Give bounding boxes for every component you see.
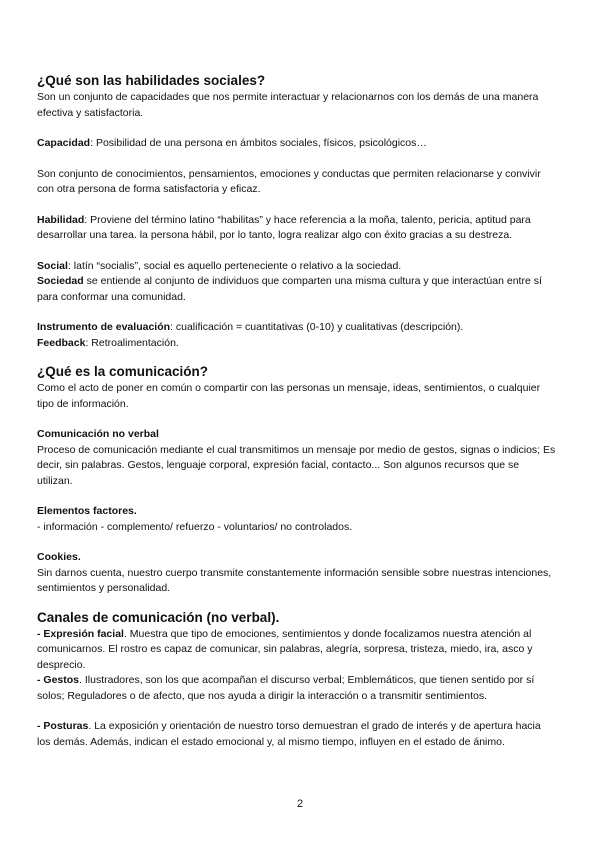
instrumento-text: : cualificación = cuantitativas (0-10) y cualitativas (descripción). bbox=[170, 321, 464, 333]
expresion-text: . Muestra que tipo de emociones, sentimientos y donde focalizamos nuestra atención al comunicarnos. El rostro es capaz de comunicar, sin palabras, alegría, sorpresa, tristeza, miedo, ira, asco y desprecio. bbox=[37, 627, 533, 671]
posturas-label: - Posturas bbox=[37, 720, 89, 732]
instrumento-label: Instrumento de evaluación bbox=[37, 321, 171, 333]
conjunto-paragraph: Son conjunto de conocimientos, pensamientos, emociones y conductas que permiten relacionarse y convivir con otra persona de forma satisfactoria y eficaz. bbox=[37, 167, 541, 195]
capacidad-definition bbox=[37, 136, 557, 152]
social-text: : latín “socialis”, social es aquello perteneciente o relativo a la sociedad. bbox=[67, 259, 402, 272]
section-title-canales: Canales de comunicación (no verbal). bbox=[37, 609, 280, 625]
posturas-text: . La exposición y orientación de nuestro torso demuestran el grado de interés y de apertura hacia los demás. Además, indican el estado emocional y, al mismo tiempo, influyen en el estado de ánimo. bbox=[37, 720, 541, 748]
capacidad-label: Capacidad bbox=[37, 137, 91, 149]
habilidades-intro: Son un conjunto de capacidades que nos permite interactuar y relacionarnos con los demás de una manera efectiva y satisfactoria. bbox=[37, 91, 539, 119]
feedback-label: Feedback bbox=[37, 336, 86, 349]
feedback-definition bbox=[37, 336, 557, 352]
cookies-heading: Cookies. bbox=[37, 551, 81, 563]
habilidad-definition bbox=[37, 213, 557, 244]
section-title-habilidades: ¿Qué son las habilidades sociales? bbox=[37, 73, 266, 88]
page-number: 2 bbox=[296, 798, 304, 810]
factores-list: - información - complemento/ refuerzo - voluntarios/ no controlados. bbox=[37, 520, 353, 533]
factores-heading: Elementos factores. bbox=[37, 505, 137, 517]
social-label: Social bbox=[37, 259, 68, 272]
expresion-label: - Expresión facial bbox=[37, 627, 124, 640]
habilidad-text: : Proviene del término latino “habilitas” y hace referencia a la moña, talento, pericia, aptitud para desarrollar una tarea. la persona hábil, por lo tanto, logra realizar algo con éxito gracias a su destreza. bbox=[37, 213, 531, 241]
gestos-text: . Ilustradores, son los que acompañan el discurso verbal; Emblemáticos, que tienen sentido por sí solos; Reguladores o de afecto, que nos ayuda a dirigir la interacción o a transmitir sentimientos. bbox=[37, 674, 535, 702]
sociedad-text: se entiende al conjunto de individuos que comparten una misma cultura y que interactúan entre sí para conformar una comunidad. bbox=[37, 275, 542, 303]
feedback-text: : Retroalimentación. bbox=[85, 336, 179, 349]
social-definition bbox=[37, 259, 557, 275]
expresion-item bbox=[37, 627, 557, 674]
posturas-item bbox=[37, 719, 557, 750]
section-title-comunicacion: ¿Qué es la comunicación? bbox=[37, 364, 209, 379]
instrumento-definition bbox=[37, 320, 557, 336]
sociedad-definition bbox=[37, 274, 557, 305]
noverbal-paragraph: Proceso de comunicación mediante el cual transmitimos un mensaje por medio de gestos, signas o indicios; Es decir, sin palabras. Gestos, lenguaje corporal, expresión facial, contacto... Son algunos recursos que se utilizan. bbox=[37, 443, 556, 487]
comunicacion-intro: Como el acto de poner en común o compartir con las personas un mensaje, ideas, sentimientos, o cualquier tipo de información. bbox=[37, 382, 541, 410]
cookies-paragraph: Sin darnos cuenta, nuestro cuerpo transmite constantemente información sensible sobre nuestras intenciones, sentimientos y personalidad. bbox=[37, 566, 552, 594]
habilidad-label: Habilidad bbox=[37, 213, 85, 226]
sociedad-label: Sociedad bbox=[37, 275, 84, 287]
document-page bbox=[37, 72, 557, 750]
noverbal-heading: Comunicación no verbal bbox=[37, 428, 159, 440]
gestos-item bbox=[37, 673, 557, 704]
capacidad-text: : Posibilidad de una persona en ámbitos sociales, físicos, psicológicos… bbox=[90, 137, 427, 149]
gestos-label: - Gestos bbox=[37, 674, 80, 686]
